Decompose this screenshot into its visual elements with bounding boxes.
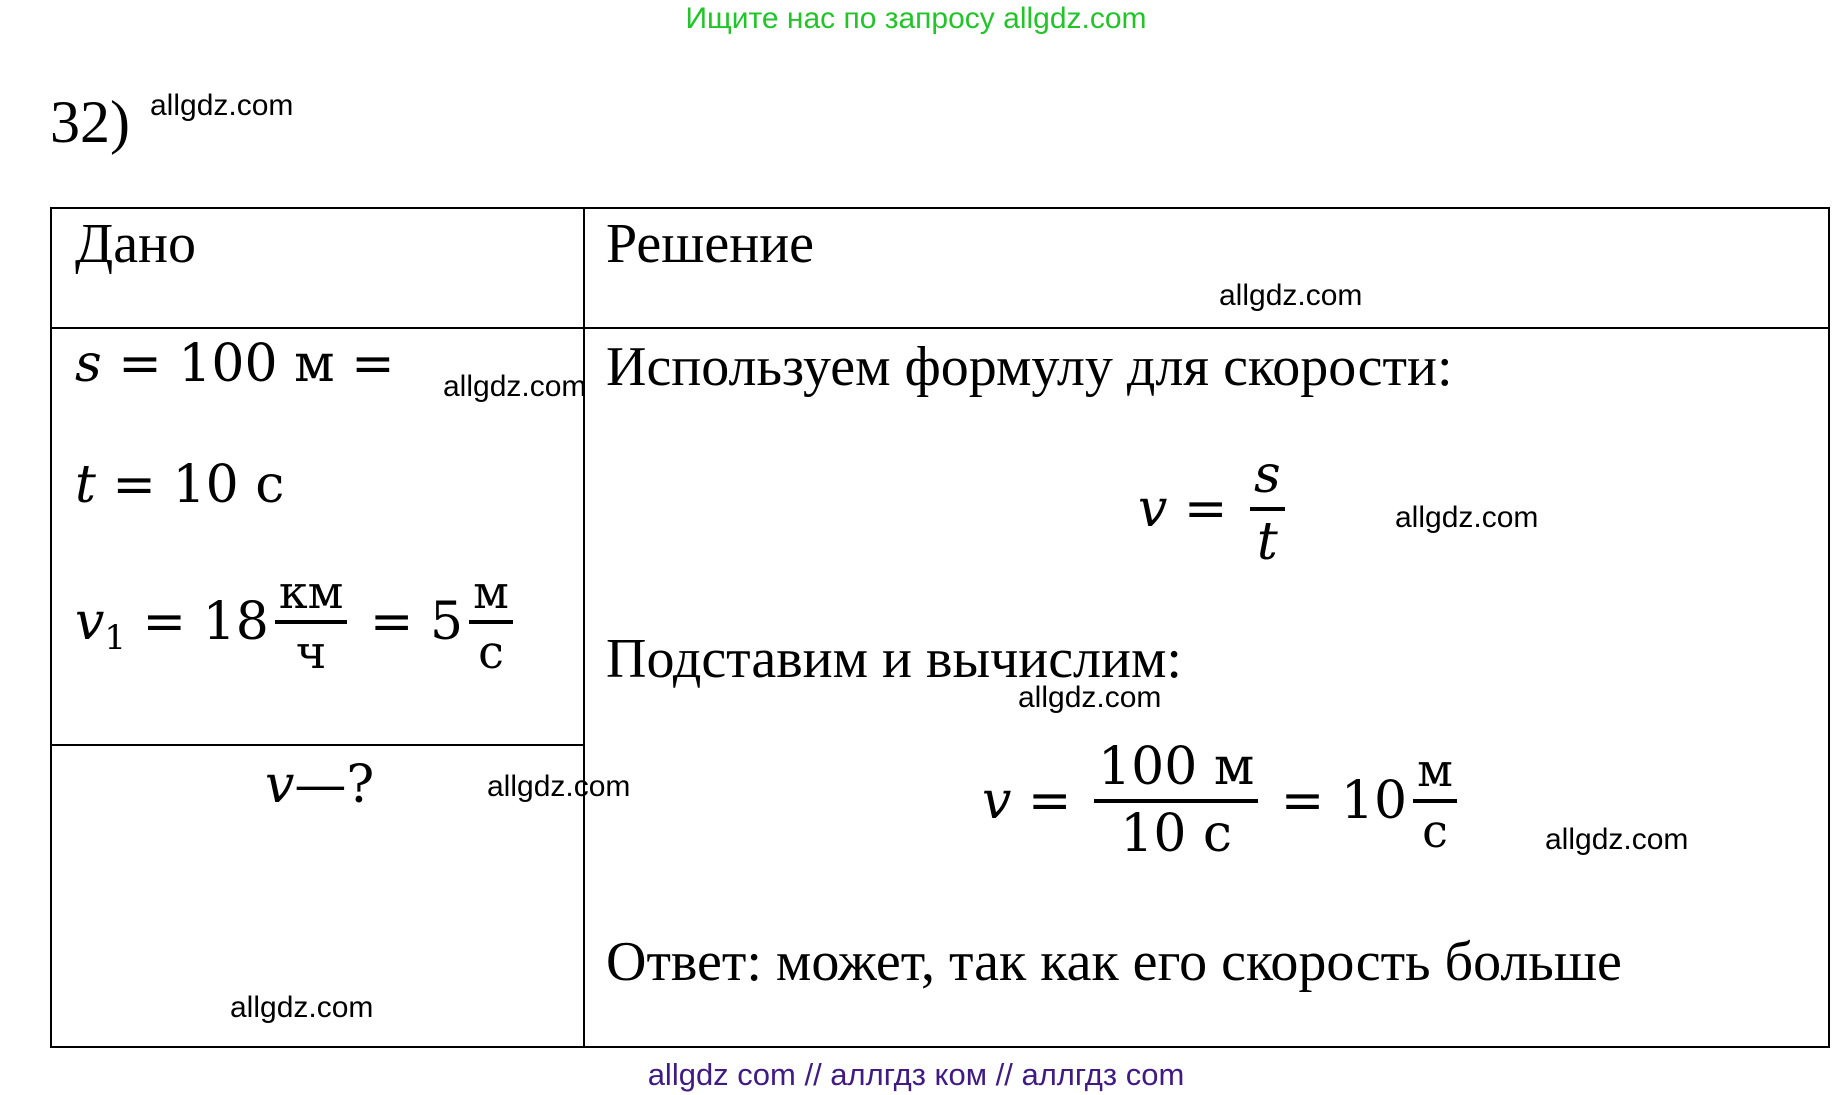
calc-result: = 10 xyxy=(1264,770,1408,831)
distance-symbol: s xyxy=(75,334,102,394)
unit-denominator: ч xyxy=(295,625,327,680)
watermark: allgdz.com xyxy=(150,89,294,122)
distance-value: = 100 м = xyxy=(101,334,395,394)
formula-numerator: s xyxy=(1254,445,1281,505)
solution-intro: Используем формулу для скорости: xyxy=(606,336,1453,398)
table-border-top xyxy=(50,207,1830,209)
unit-numerator: м xyxy=(473,565,509,619)
given-time xyxy=(75,455,284,515)
formula-equals: = xyxy=(1167,478,1245,539)
watermark: allgdz.com xyxy=(1395,501,1539,534)
given-heading: Дано xyxy=(75,213,197,275)
table-divider-vertical xyxy=(583,207,585,1048)
speed-unit-ms xyxy=(469,565,513,680)
fraction-bar xyxy=(1250,507,1285,511)
calc-fraction xyxy=(1094,737,1258,864)
unit-numerator: км xyxy=(278,565,344,619)
watermark: allgdz.com xyxy=(1018,681,1162,714)
table-border-bottom xyxy=(50,1046,1830,1048)
speed-calculation xyxy=(982,737,1463,864)
calc-result-unit xyxy=(1413,743,1457,858)
fraction-bar xyxy=(275,620,348,624)
fraction-bar xyxy=(1094,799,1258,803)
table-border-right xyxy=(1828,207,1830,1048)
formula-denominator: t xyxy=(1256,511,1278,572)
watermark: allgdz.com xyxy=(1545,823,1689,856)
time-value: = 10 с xyxy=(95,455,285,515)
time-symbol: t xyxy=(75,455,96,515)
watermark: allgdz.com xyxy=(487,770,631,803)
bottom-banner: allgdz com // аллгдз ком // аллгдз com xyxy=(647,1057,1185,1092)
substitution-intro: Подставим и вычислим: xyxy=(606,628,1182,690)
unit-numerator: м xyxy=(1417,743,1453,798)
calc-numerator: 100 м xyxy=(1098,737,1255,797)
fraction-bar xyxy=(469,620,513,624)
watermark: allgdz.com xyxy=(443,370,587,403)
find-quantity xyxy=(265,755,374,815)
formula-fraction xyxy=(1250,445,1285,572)
unit-denominator: с xyxy=(1422,803,1448,858)
speed-subscript: 1 xyxy=(104,618,127,659)
find-question: —? xyxy=(294,755,375,815)
formula-speed-symbol: v xyxy=(1138,478,1168,539)
calc-equals: = xyxy=(1011,770,1089,831)
top-banner: Ищите нас по запросу allgdz.com xyxy=(685,2,1147,35)
given-distance xyxy=(75,334,395,394)
find-symbol: v xyxy=(265,755,295,815)
watermark: allgdz.com xyxy=(230,991,374,1024)
speed-value: = 18 xyxy=(126,592,269,653)
calc-speed-symbol: v xyxy=(982,770,1012,831)
given-find-divider xyxy=(50,744,585,746)
answer-text: Ответ: может, так как его скорость больше xyxy=(606,931,1622,993)
given-speed xyxy=(75,565,519,680)
unit-denominator: с xyxy=(478,625,504,680)
table-border-left xyxy=(50,207,52,1048)
watermark: allgdz.com xyxy=(1219,279,1363,312)
fraction-bar xyxy=(1413,799,1457,803)
speed-symbol: v xyxy=(75,592,105,653)
speed-unit-kmh xyxy=(275,565,348,680)
speed-formula xyxy=(1138,445,1291,572)
speed-converted-value: = 5 xyxy=(353,592,464,653)
table-header-divider xyxy=(50,327,1830,329)
solution-heading: Решение xyxy=(606,213,815,275)
problem-number: 32) xyxy=(50,89,130,155)
calc-denominator: 10 с xyxy=(1120,803,1233,864)
